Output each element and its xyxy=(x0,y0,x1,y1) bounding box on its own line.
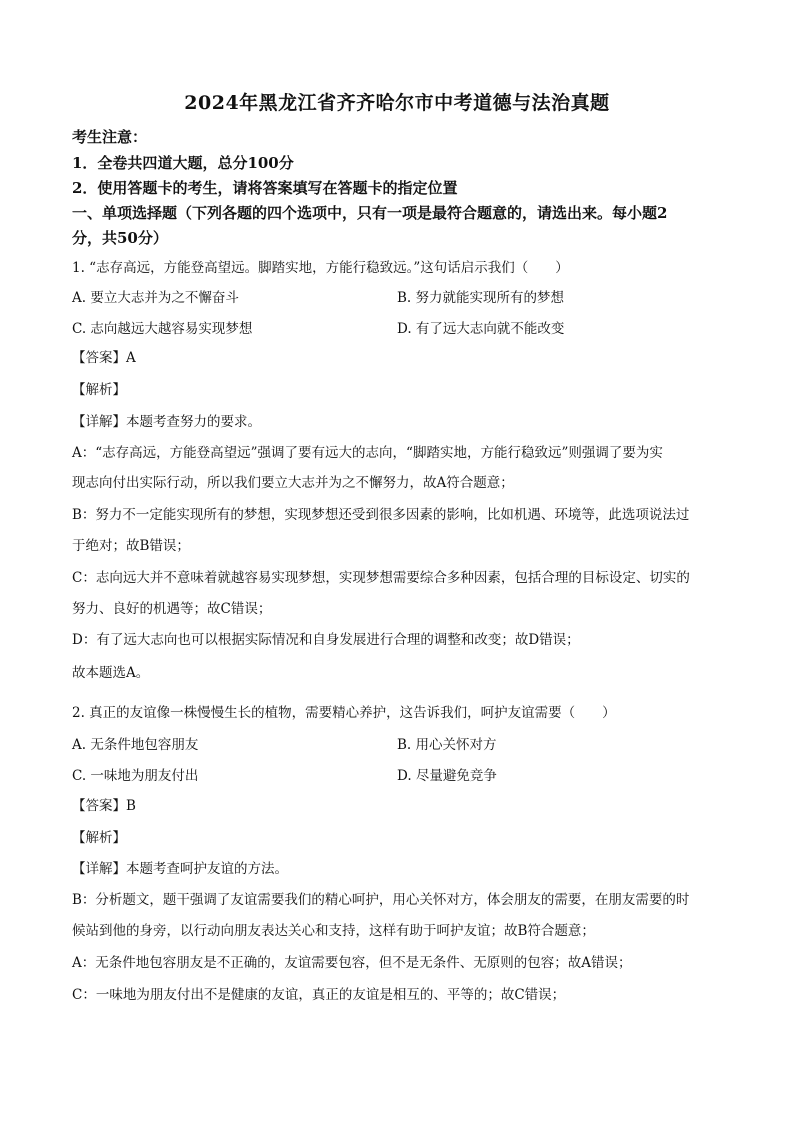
explanation-line: 努力、良好的机遇等；故C错误； xyxy=(72,601,272,617)
answer-label: 【答案】A xyxy=(72,350,136,366)
option-a: A. 要立大志并为之不懈奋斗 xyxy=(72,290,239,306)
notice-item: 2．使用答题卡的考生，请将答案填写在答题卡的指定位置 xyxy=(72,179,458,197)
detail-label: 【详解】本题考查努力的要求。 xyxy=(72,414,261,430)
question-stem: 1. “志存高远，方能登高望远。脚踏实地，方能行稳致远。”这句话启示我们（ ） xyxy=(72,260,569,276)
explanation-line: A：“志存高远，方能登高望远”强调了要有远大的志向，“脚踏实地，方能行稳致远”则强调了要为实 xyxy=(72,445,663,461)
notice-heading: 考生注意： xyxy=(72,128,148,146)
option-d: D. 尽量避免竞争 xyxy=(397,768,497,784)
option-c: C. 志向越远大越容易实现梦想 xyxy=(72,321,253,337)
explanation-line: B：分析题文，题干强调了友谊需要我们的精心呵护，用心关怀对方，体会朋友的需要，在朋友需要的时 xyxy=(72,892,690,908)
option-b: B. 用心关怀对方 xyxy=(397,737,497,753)
explanation-line: 故本题选A。 xyxy=(72,665,150,681)
detail-label: 【详解】本题考查呵护友谊的方法。 xyxy=(72,861,288,877)
notice-item: 1．全卷共四道大题，总分100分 xyxy=(72,154,294,172)
option-d: D. 有了远大志向就不能改变 xyxy=(397,321,565,337)
option-a: A. 无条件地包容朋友 xyxy=(72,737,199,753)
analysis-label: 【解析】 xyxy=(72,382,126,398)
explanation-line: A：无条件地包容朋友是不正确的，友谊需要包容，但不是无条件、无原则的包容；故A错误； xyxy=(72,955,632,971)
page-title: 2024年黑龙江省齐齐哈尔市中考道德与法治真题 xyxy=(184,92,610,114)
explanation-line: 现志向付出实际行动，所以我们要立大志并为之不懈努力，故A符合题意； xyxy=(72,475,514,491)
option-c: C. 一味地为朋友付出 xyxy=(72,768,199,784)
explanation-line: 候站到他的身旁，以行动向朋友表达关心和支持，这样有助于呵护友谊；故B符合题意； xyxy=(72,923,595,939)
explanation-line: 于绝对；故B错误； xyxy=(72,538,190,554)
explanation-line: C：志向远大并不意味着就越容易实现梦想，实现梦想需要综合多种因素，包括合理的目标设定、切实的 xyxy=(72,570,690,586)
analysis-label: 【解析】 xyxy=(72,830,126,846)
answer-label: 【答案】B xyxy=(72,798,136,814)
explanation-line: B：努力不一定能实现所有的梦想，实现梦想还受到很多因素的影响，比如机遇、环境等，此选项说法过 xyxy=(72,507,690,523)
question-stem: 2. 真正的友谊像一株慢慢生长的植物，需要精心养护，这告诉我们，呵护友谊需要（ ） xyxy=(72,705,616,721)
explanation-line: D：有了远大志向也可以根据实际情况和自身发展进行合理的调整和改变；故D错误； xyxy=(72,632,580,648)
section-heading: 一、单项选择题（下列各题的四个选项中，只有一项是最符合题意的，请选出来。每小题2 xyxy=(72,204,668,222)
option-b: B. 努力就能实现所有的梦想 xyxy=(397,290,565,306)
section-heading-cont: 分，共50分） xyxy=(72,229,168,247)
explanation-line: C：一味地为朋友付出不是健康的友谊，真正的友谊是相互的、平等的；故C错误； xyxy=(72,987,566,1003)
